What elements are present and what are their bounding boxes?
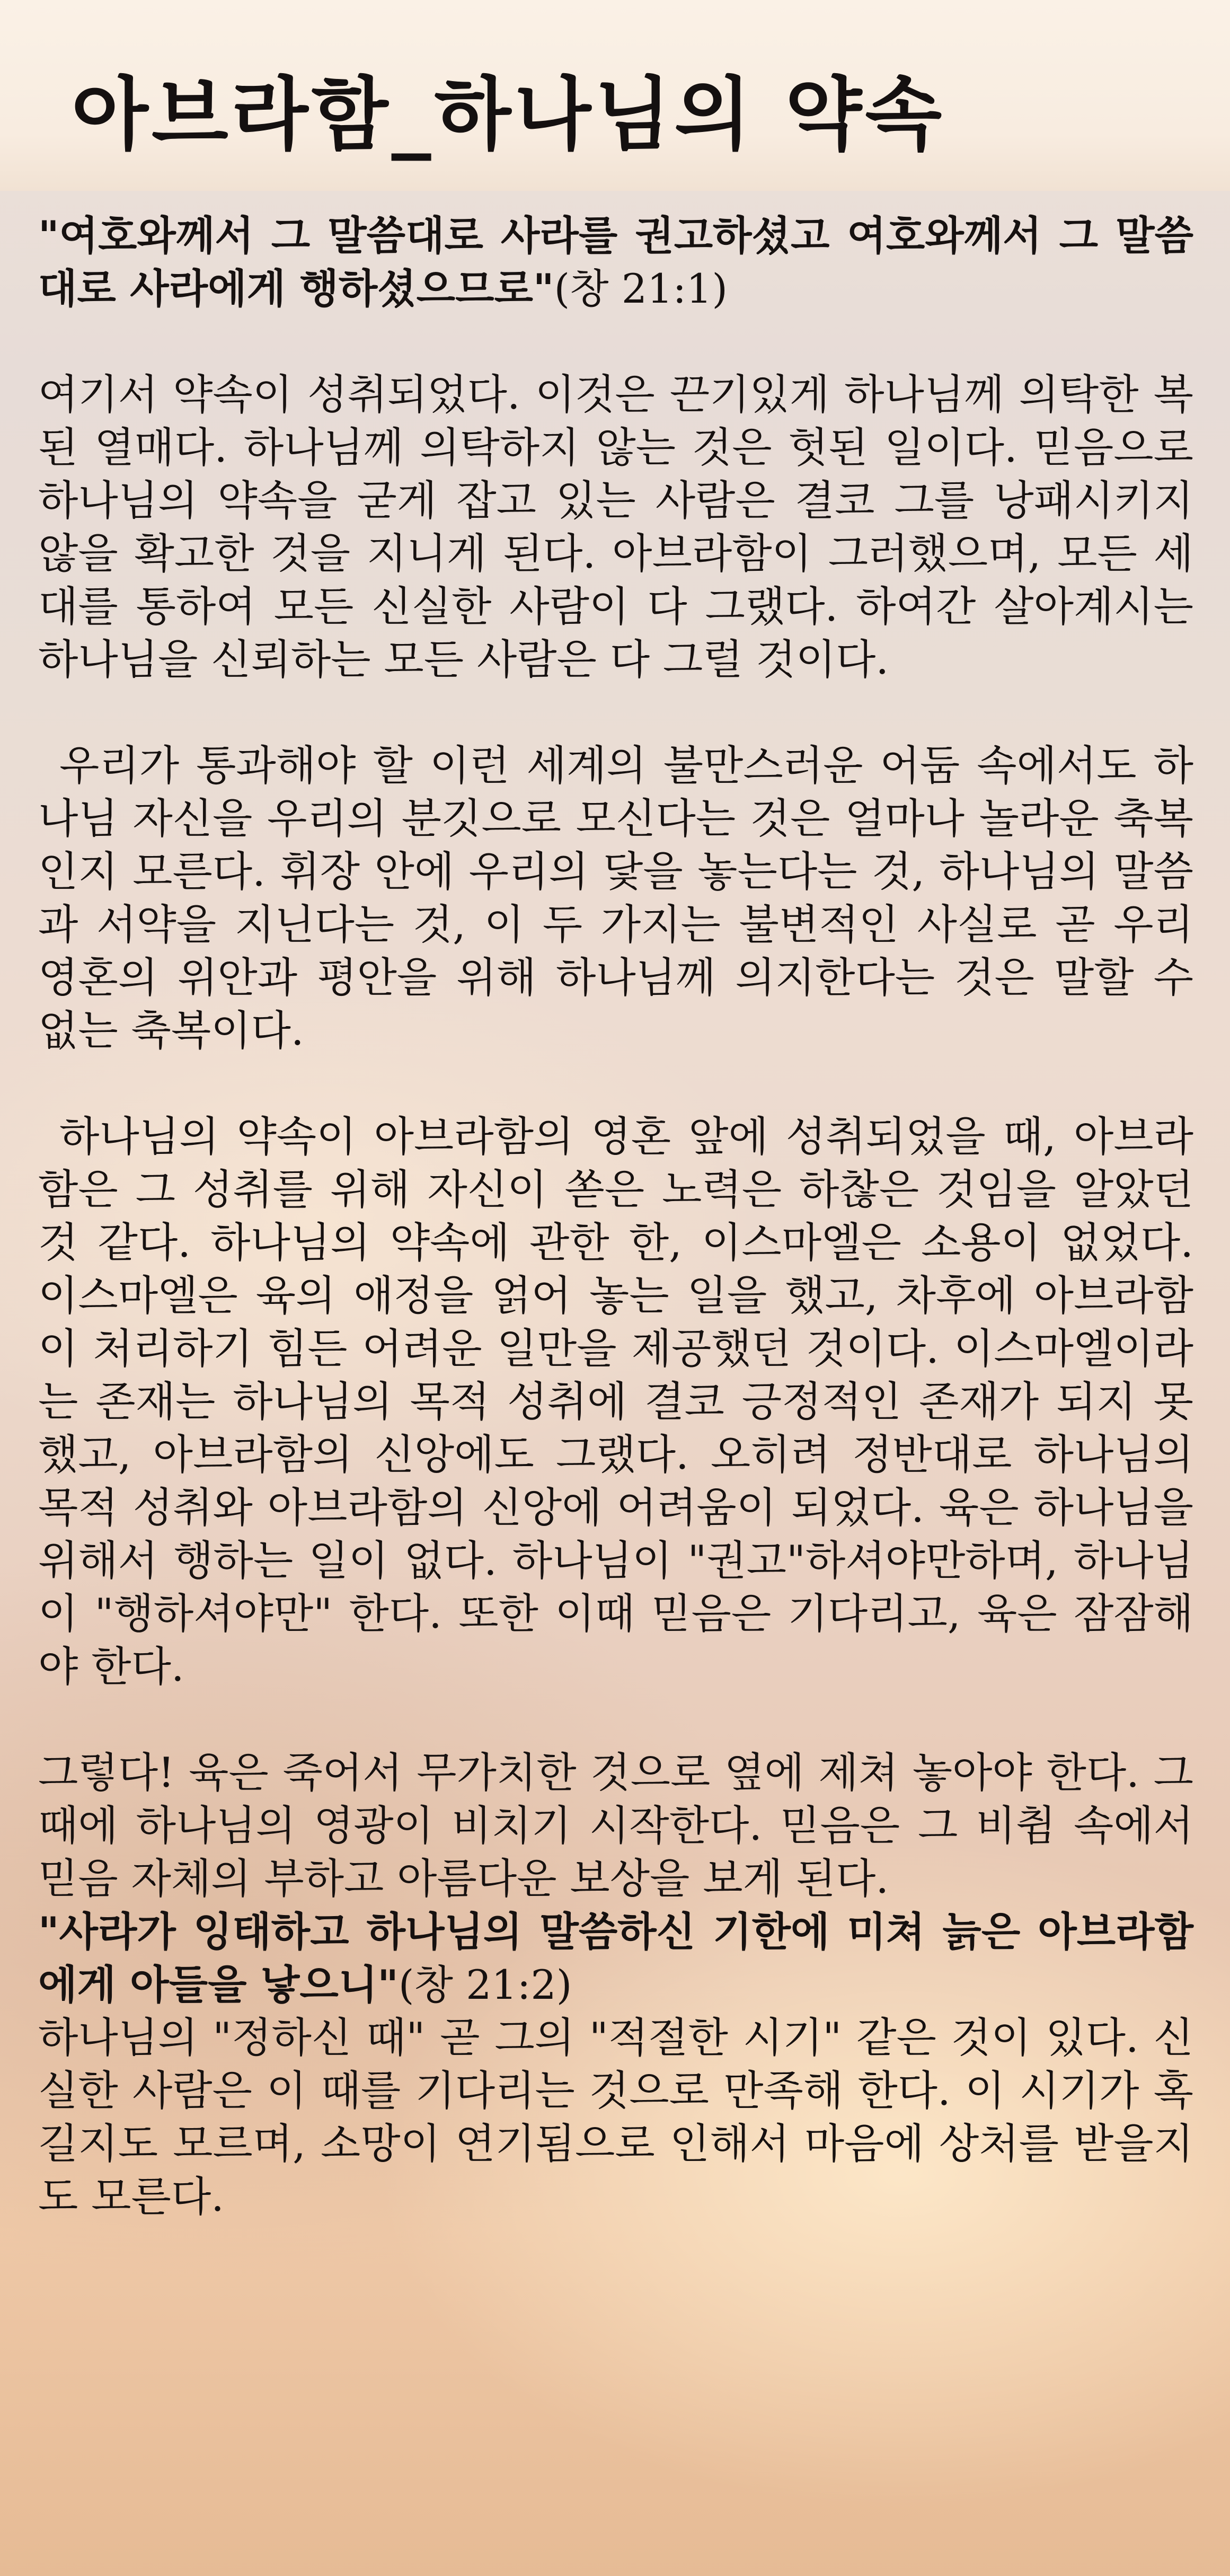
scripture-quote-1 bbox=[38, 209, 1193, 315]
verse-text: "여호와께서 그 말씀대로 사라를 권고하셨고 여호와께서 그 말씀대로 사라에게 행하셨으므로" bbox=[38, 212, 1193, 312]
paragraph-spacer bbox=[38, 315, 1193, 368]
page-title: 아브라함_하나님의 약속 bbox=[72, 69, 945, 161]
paragraph-spacer bbox=[38, 1057, 1193, 1110]
paragraph-4: 그렇다! 육은 죽어서 무가치한 것으로 옆에 제쳐 놓아야 한다. 그 때에 하나님의 영광이 비치기 시작한다. 믿음은 그 비췸 속에서 믿음 자체의 부하고 아름다운 보상을 보게 된다. bbox=[38, 1749, 1193, 1903]
verse-text: "사라가 잉태하고 하나님의 말씀하신 기한에 미쳐 늙은 아브라함에게 아들을 낳으니" bbox=[38, 1908, 1193, 2008]
verse-reference: (창 21:2) bbox=[398, 1961, 572, 2008]
article-body bbox=[38, 209, 1193, 2224]
title-banner bbox=[0, 0, 1230, 191]
paragraph-spacer bbox=[38, 1693, 1193, 1746]
scripture-quote-2 bbox=[38, 1905, 1193, 2012]
verse-reference: (창 21:1) bbox=[554, 265, 728, 312]
paragraph-spacer bbox=[38, 686, 1193, 739]
paragraph-5: 하나님의 "정하신 때" 곧 그의 "적절한 시기" 같은 것이 있다. 신실한 사람은 이 때를 기다리는 것으로 만족해 한다. 이 시기가 혹 길지도 모르며, 소망이 연기됨으로 인해서 마음에 상처를 받을지도 모른다. bbox=[38, 2014, 1193, 2221]
paragraph-1: 여기서 약속이 성취되었다. 이것은 끈기있게 하나님께 의탁한 복된 열매다. 하나님께 의탁하지 않는 것은 헛된 일이다. 믿음으로 하나님의 약속을 굳게 잡고 있는 사람은 결코 그를 낭패시키지 않을 확고한 것을 지니게 된다. 아브라함이 그러했으며, 모든 세대를 통하여 모든 신실한 사람이 다 그랬다. 하여간 살아계시는 하나님을 신뢰하는 모든 사람은 다 그럴 것이다. bbox=[38, 371, 1193, 684]
paragraph-2: 우리가 통과해야 할 이런 세계의 불만스러운 어둠 속에서도 하나님 자신을 우리의 분깃으로 모신다는 것은 얼마나 놀라운 축복인지 모른다. 휘장 안에 우리의 닻을 놓는다는 것, 하나님의 말씀과 서약을 지닌다는 것, 이 두 가지는 불변적인 사실로 곧 우리 영혼의 위안과 평안을 위해 하나님께 의지한다는 것은 말할 수 없는 축복이다. bbox=[38, 742, 1193, 1055]
paragraph-3: 하나님의 약속이 아브라함의 영혼 앞에 성취되었을 때, 아브라함은 그 성취를 위해 자신이 쏟은 노력은 하찮은 것임을 알았던 것 같다. 하나님의 약속에 관한 한, 이스마엘은 소용이 없었다. 이스마엘은 육의 애정을 얽어 놓는 일을 했고, 차후에 아브라함이 처리하기 힘든 어려운 일만을 제공했던 것이다. 이스마엘이라는 존재는 하나님의 목적 성취에 결코 긍정적인 존재가 되지 못했고, 아브라함의 신앙에도 그랬다. 오히려 정반대로 하나님의 목적 성취와 아브라함의 신앙에 어려움이 되었다. 육은 하나님을 위해서 행하는 일이 없다. 하나님이 "권고"하셔야만하며, 하나님이 "행하셔야만" 한다. 또한 이때 믿음은 기다리고, 육은 잠잠해야 한다. bbox=[38, 1113, 1193, 1691]
